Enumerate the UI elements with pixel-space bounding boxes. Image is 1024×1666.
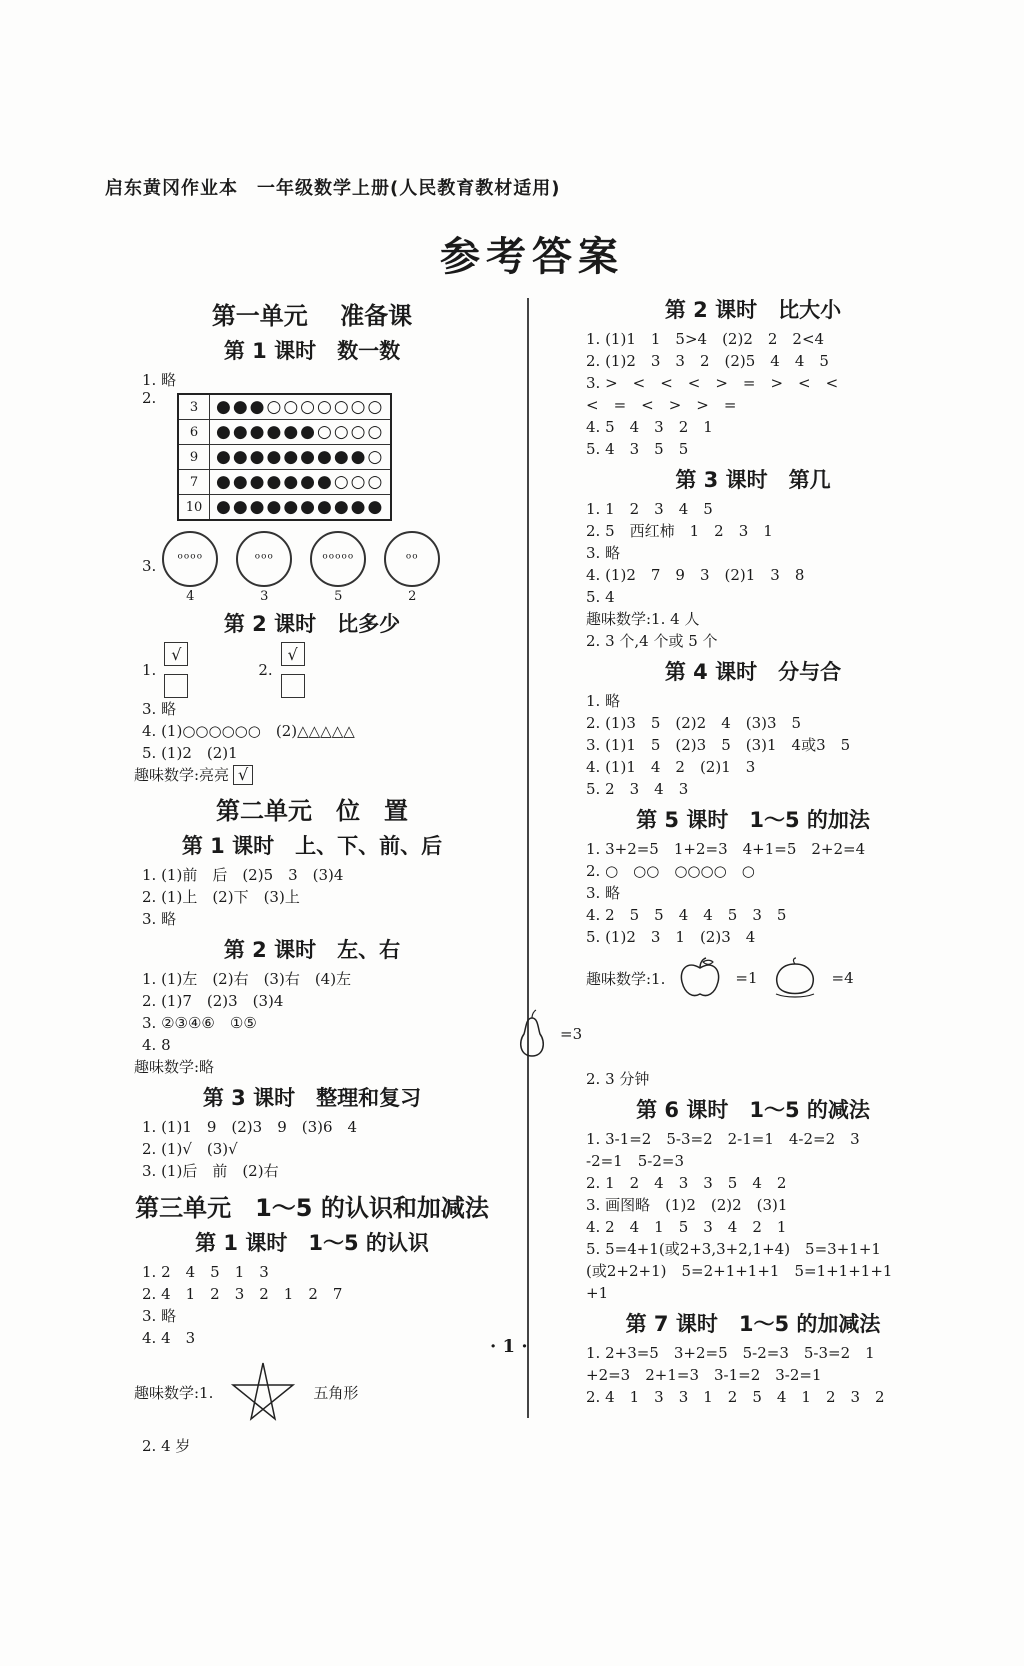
pear-icon bbox=[516, 1008, 548, 1060]
dots-row bbox=[178, 470, 391, 495]
circle-count: 5 bbox=[334, 589, 343, 604]
circle-icon: ᵒᵒᵒᵒᵒ bbox=[310, 531, 366, 587]
answer-line: 1. (1)1 1 5>4 (2)2 2 2<4 bbox=[586, 330, 825, 348]
unit-title: 第三单元 1～5 的认识和加减法 bbox=[135, 1194, 489, 1222]
answer-line: 1. 略 bbox=[586, 692, 621, 710]
circle-group bbox=[384, 531, 440, 604]
answer-line: 1. 3-1=2 5-3=2 2-1=1 4-2=2 3 bbox=[586, 1130, 860, 1148]
box-stack bbox=[281, 642, 305, 698]
star-shape-name: 五角形 bbox=[313, 1383, 359, 1402]
answer-line: 2. 3 分钟 bbox=[586, 1070, 650, 1088]
answer-line: 4. 2 5 5 4 4 5 3 5 bbox=[586, 906, 787, 924]
right-column bbox=[548, 290, 958, 1408]
answer-line: 3. (1)后 前 (2)右 bbox=[142, 1162, 279, 1180]
dots-row-marks: ●●●○○○○○○○ bbox=[210, 394, 392, 420]
answer-line: 1. 1 2 3 4 5 bbox=[586, 500, 713, 518]
answer-line: 2. (1)上 (2)下 (3)上 bbox=[142, 888, 300, 906]
answer-line: 4. (1)2 7 9 3 (2)1 3 8 bbox=[586, 566, 805, 584]
star-question bbox=[102, 1357, 522, 1427]
answer-line: +2=3 2+1=3 3-1=2 3-2=1 bbox=[586, 1366, 822, 1384]
circle-group bbox=[310, 531, 366, 604]
circle-count: 3 bbox=[260, 589, 269, 604]
answer-line: 2. 1 2 4 3 3 5 4 2 bbox=[586, 1174, 787, 1192]
dots-row-count: 9 bbox=[178, 445, 210, 470]
pear-value: =3 bbox=[560, 1025, 583, 1043]
answer-line: 3. ②③④⑥ ①⑤ bbox=[142, 1014, 257, 1032]
answer-line: 5. (1)2 (2)1 bbox=[142, 744, 238, 762]
dots-row-count: 7 bbox=[178, 470, 210, 495]
lesson-title: 第 7 课时 1～5 的加减法 bbox=[625, 1312, 881, 1336]
peach-value: =4 bbox=[831, 969, 854, 987]
circle-group bbox=[162, 531, 218, 604]
answer-line: 趣味数学:略 bbox=[134, 1058, 215, 1076]
answer-line: 趣味数学:1. 4 人 bbox=[586, 610, 700, 628]
answer-line: 1. (1)前 后 (2)5 3 (3)4 bbox=[142, 866, 344, 884]
dots-row bbox=[178, 495, 391, 521]
circle-count: 4 bbox=[186, 589, 195, 604]
lesson-title: 第 5 课时 1～5 的加法 bbox=[636, 808, 870, 832]
unit-title: 第二单元 位 置 bbox=[216, 797, 408, 825]
check-group-1 bbox=[142, 642, 188, 698]
fun-math-row bbox=[102, 764, 522, 785]
lesson-title: 第 2 课时 比多少 bbox=[223, 612, 401, 636]
answer-line: +1 bbox=[586, 1284, 609, 1302]
lesson-title: 第 4 课时 分与合 bbox=[664, 660, 842, 684]
circle-group bbox=[236, 531, 292, 604]
pear-row bbox=[516, 1008, 958, 1060]
column-divider bbox=[527, 298, 529, 1418]
answer-line: 3. 略 bbox=[142, 700, 177, 718]
answer-line: 1. 3+2=5 1+2=3 4+1=5 2+2=4 bbox=[586, 840, 866, 858]
answer-line: 1. 略 bbox=[142, 371, 177, 389]
lesson-title: 第 1 课时 上、下、前、后 bbox=[181, 834, 443, 858]
answer-line: 2. 4 岁 bbox=[142, 1437, 191, 1455]
answer-line: 1. (1)1 9 (2)3 9 (3)6 4 bbox=[142, 1118, 358, 1136]
lesson-title: 第 3 课时 整理和复习 bbox=[202, 1086, 422, 1110]
answer-line: 3. bbox=[142, 556, 157, 575]
answer-line: 4. (1)1 4 2 (2)1 3 bbox=[586, 758, 756, 776]
answer-line: 5. 4 bbox=[586, 588, 615, 606]
answer-line: 2. (1)3 5 (2)2 4 (3)3 5 bbox=[586, 714, 802, 732]
page-title: 参考答案 bbox=[440, 234, 624, 280]
unit-title: 第一单元 准备课 bbox=[211, 302, 413, 330]
answer-line: 2. bbox=[142, 389, 157, 407]
lesson-title: 第 1 课时 1～5 的认识 bbox=[195, 1231, 429, 1255]
star-icon bbox=[223, 1357, 303, 1427]
checked-box: √ bbox=[233, 765, 253, 785]
dots-row-marks: ●●●●●●●○○○ bbox=[210, 470, 392, 495]
dots-row bbox=[178, 420, 391, 445]
page-number: · 1 · bbox=[490, 1336, 528, 1357]
answer-line: 1. (1)左 (2)右 (3)右 (4)左 bbox=[142, 970, 352, 988]
lesson-title: 第 2 课时 比大小 bbox=[664, 298, 842, 322]
answer-line: 3. 略 bbox=[586, 544, 621, 562]
dots-row bbox=[178, 445, 391, 470]
answer-line: 3. 画图略 (1)2 (2)2 (3)1 bbox=[586, 1196, 788, 1214]
answer-line: 4. 8 bbox=[142, 1036, 171, 1054]
answer-line: 2. 4 1 3 3 1 2 5 4 1 2 3 2 bbox=[586, 1388, 885, 1406]
circle-count: 2 bbox=[408, 589, 417, 604]
answer-line: 1. 2 4 5 1 3 bbox=[142, 1263, 269, 1281]
circle-icon: ᵒᵒᵒ bbox=[236, 531, 292, 587]
answer-line: 3. 略 bbox=[142, 910, 177, 928]
answer-line: 5. (1)2 3 1 (2)3 4 bbox=[586, 928, 756, 946]
circle-icon: ᵒᵒ bbox=[384, 531, 440, 587]
circle-icon: ᵒᵒᵒᵒ bbox=[162, 531, 218, 587]
left-column bbox=[102, 290, 522, 1457]
lesson-title: 第 2 课时 左、右 bbox=[223, 938, 401, 962]
answer-line: -2=1 5-2=3 bbox=[586, 1152, 684, 1170]
checked-box: √ bbox=[164, 642, 188, 666]
answer-line: 3. > < < < > = > < < bbox=[586, 374, 839, 392]
empty-box bbox=[164, 674, 188, 698]
apple-value: =1 bbox=[735, 969, 758, 987]
answer-line: < = < > > = bbox=[586, 396, 737, 414]
answer-line: 2. (1)√ (3)√ bbox=[142, 1140, 238, 1158]
answer-line: 4. 2 4 1 5 3 4 2 1 bbox=[586, 1218, 787, 1236]
dots-table bbox=[177, 393, 392, 521]
answer-line: 3. (1)1 5 (2)3 5 (3)1 4或3 5 bbox=[586, 736, 851, 754]
answer-line: 3. 略 bbox=[586, 884, 621, 902]
checked-box: √ bbox=[281, 642, 305, 666]
box-stack bbox=[164, 642, 188, 698]
circles-question bbox=[102, 527, 522, 604]
dots-row-count: 3 bbox=[178, 394, 210, 420]
answer-line: 2. ○ ○○ ○○○○ ○ bbox=[586, 862, 755, 880]
answer-line: 2. (1)7 (2)3 (3)4 bbox=[142, 992, 284, 1010]
lesson-title: 第 6 课时 1～5 的减法 bbox=[636, 1098, 870, 1122]
answer-line: 4. 4 3 bbox=[142, 1329, 196, 1347]
lesson-title: 第 3 课时 第几 bbox=[675, 468, 831, 492]
answer-line: 2. 3 个,4 个或 5 个 bbox=[586, 632, 718, 650]
dots-row-count: 10 bbox=[178, 495, 210, 521]
dots-row-marks: ●●●●●●○○○○ bbox=[210, 420, 392, 445]
book-header: 启东黄冈作业本 一年级数学上册(人民教育教材适用) bbox=[105, 178, 561, 199]
apple-icon bbox=[677, 956, 723, 1000]
dots-row-count: 6 bbox=[178, 420, 210, 445]
answer-line: 5. 4 3 5 5 bbox=[586, 440, 689, 458]
answer-line: 4. 5 4 3 2 1 bbox=[586, 418, 713, 436]
answer-line: 1. 2+3=5 3+2=5 5-2=3 5-3=2 1 bbox=[586, 1344, 875, 1362]
answer-line: 2. 4 1 2 3 2 1 2 7 bbox=[142, 1285, 343, 1303]
fun-math-label: 趣味数学:亮亮 bbox=[134, 766, 230, 784]
fun-math-label: 趣味数学:1. bbox=[134, 1383, 214, 1402]
circle-groups bbox=[162, 531, 440, 604]
answer-line: (或2+2+1) 5=2+1+1+1 5=1+1+1+1 bbox=[586, 1262, 893, 1280]
check-group-2 bbox=[258, 642, 304, 698]
answer-label: 1. bbox=[142, 661, 157, 679]
answer-line: 5. 2 3 4 3 bbox=[586, 780, 689, 798]
empty-box bbox=[281, 674, 305, 698]
lesson-title: 第 1 课时 数一数 bbox=[223, 339, 401, 363]
check-boxes-question bbox=[142, 642, 522, 698]
dots-row bbox=[178, 394, 391, 420]
dots-row-marks: ●●●●●●●●●● bbox=[210, 495, 392, 521]
answer-line: 2. 5 西红柿 1 2 3 1 bbox=[586, 522, 773, 540]
answer-line: 2. (1)2 3 3 2 (2)5 4 4 5 bbox=[586, 352, 829, 370]
answer-line: 5. 5=4+1(或2+3,3+2,1+4) 5=3+1+1 bbox=[586, 1240, 881, 1258]
fun-math-label: 趣味数学:1. bbox=[586, 969, 666, 988]
answer-label: 2. bbox=[258, 661, 273, 679]
answer-line: 4. (1)○○○○○○ (2)△△△△△ bbox=[142, 722, 355, 740]
answer-line: 3. 略 bbox=[142, 1307, 177, 1325]
dots-row-marks: ●●●●●●●●●○ bbox=[210, 445, 392, 470]
fruit-question bbox=[548, 956, 958, 1000]
peach-icon bbox=[770, 956, 820, 1000]
